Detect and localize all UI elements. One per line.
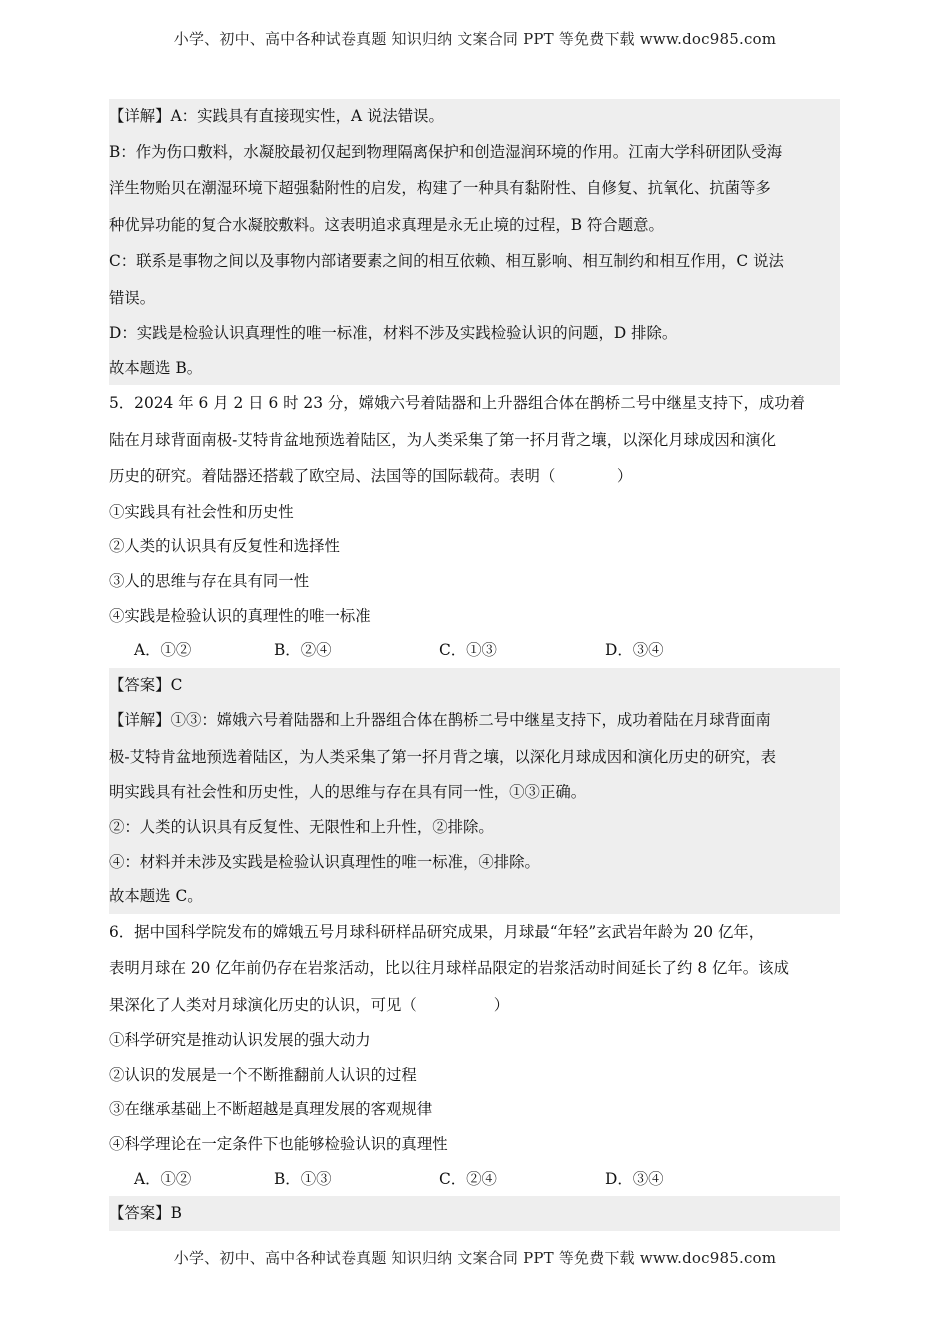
analysis-line: 明实践具有社会性和历史性，人的思维与存在具有同一性，①③正确。 xyxy=(109,775,840,810)
option-c: C．①③ xyxy=(439,641,497,660)
analysis-line: 种优异功能的复合水凝胶敷料。这表明追求真理是永无止境的过程，B 符合题意。 xyxy=(109,207,840,244)
option-c: C．②④ xyxy=(439,1169,497,1188)
option-b: B．②④ xyxy=(274,641,332,660)
statement-item: ④科学理论在一定条件下也能够检验认识的真理性 xyxy=(109,1135,448,1153)
document-body xyxy=(109,99,840,1231)
answer-options xyxy=(109,1162,840,1197)
analysis-line: 洋生物贻贝在潮湿环境下超强黏附性的启发，构建了一种具有黏附性、自修复、抗氧化、抗菌等多 xyxy=(109,170,840,207)
question-5 xyxy=(109,385,840,913)
analysis-line: 【详解】①③：嫦娥六号着陆器和上升器组合体在鹊桥二号中继星支持下，成功着陆在月球背面南 xyxy=(109,702,840,739)
statement-item: ②认识的发展是一个不断推翻前人认识的过程 xyxy=(109,1065,417,1084)
analysis-line: 故本题选 C。 xyxy=(109,879,840,914)
analysis-line: ②：人类的认识具有反复性、无限性和上升性，②排除。 xyxy=(109,810,840,845)
analysis-line: 极-艾特肯盆地预选着陆区，为人类采集了第一抔月背之壤，以深化月球成因和演化历史的研究，表 xyxy=(109,739,840,776)
analysis-line: 错误。 xyxy=(109,280,840,317)
analysis-line: B：作为伤口敷料，水凝胶最初仅起到物理隔离保护和创造湿润环境的作用。江南大学科研团队受海 xyxy=(109,134,840,171)
question-stem-line: 果深化了人类对月球演化历史的认识，可见（ ） xyxy=(109,995,510,1014)
question-stem-line: 表明月球在 20 亿年前仍存在岩浆活动，比以往月球样品限定的岩浆活动时间延长了约 8 亿年。该成 xyxy=(109,959,789,978)
question-stem-line: 5．2024 年 6 月 2 日 6 时 23 分，嫦娥六号着陆器和上升器组合体在鹊桥二号中继星支持下，成功着 xyxy=(109,394,806,413)
page-footer: 小学、初中、高中各种试卷真题 知识归纳 文案合同 PPT 等免费下载 www.doc985.com xyxy=(173,1249,777,1267)
option-a: A．①② xyxy=(134,641,192,660)
analysis-line: C：联系是事物之间以及事物内部诸要素之间的相互依赖、相互影响、相互制约和相互作用，C 说法 xyxy=(109,243,840,280)
statement-item: ③人的思维与存在具有同一性 xyxy=(109,571,310,590)
page-header: 小学、初中、高中各种试卷真题 知识归纳 文案合同 PPT 等免费下载 www.doc985.com xyxy=(173,30,777,48)
statement-item: ①科学研究是推动认识发展的强大动力 xyxy=(109,1031,371,1050)
statement-item: ②人类的认识具有反复性和选择性 xyxy=(109,537,340,556)
question-stem-line: 陆在月球背面南极-艾特肯盆地预选着陆区，为人类采集了第一抔月背之壤，以深化月球成因和演化 xyxy=(109,430,776,449)
option-d: D．③④ xyxy=(605,1169,664,1188)
option-d: D．③④ xyxy=(605,641,664,660)
statement-item: ①实践具有社会性和历史性 xyxy=(109,502,294,521)
question-stem-line: 6．据中国科学院发布的嫦娥五号月球科研样品研究成果，月球最“年轻”玄武岩年龄为 20 亿年， xyxy=(109,922,765,941)
question-stem-line: 历史的研究。着陆器还搭载了欧空局、法国等的国际载荷。表明（ ） xyxy=(109,467,633,486)
analysis-line: 【详解】A：实践具有直接现实性，A 说法错误。 xyxy=(109,99,840,134)
analysis-line: ④：材料并未涉及实践是检验认识真理性的唯一标准，④排除。 xyxy=(109,845,840,880)
analysis-line: D：实践是检验认识真理性的唯一标准，材料不涉及实践检验认识的问题，D 排除。 xyxy=(109,316,840,351)
q4-analysis-block xyxy=(109,99,840,385)
option-a: A．①② xyxy=(134,1169,192,1188)
question-6 xyxy=(109,914,840,1231)
answer-line: 【答案】C xyxy=(109,668,840,703)
option-b: B．①③ xyxy=(274,1169,332,1188)
answer-line: 【答案】B xyxy=(109,1196,840,1231)
answer-options xyxy=(109,633,840,668)
analysis-line: 故本题选 B。 xyxy=(109,351,840,386)
statement-item: ④实践是检验认识的真理性的唯一标准 xyxy=(109,606,371,625)
statement-item: ③在继承基础上不断超越是真理发展的客观规律 xyxy=(109,1100,433,1119)
